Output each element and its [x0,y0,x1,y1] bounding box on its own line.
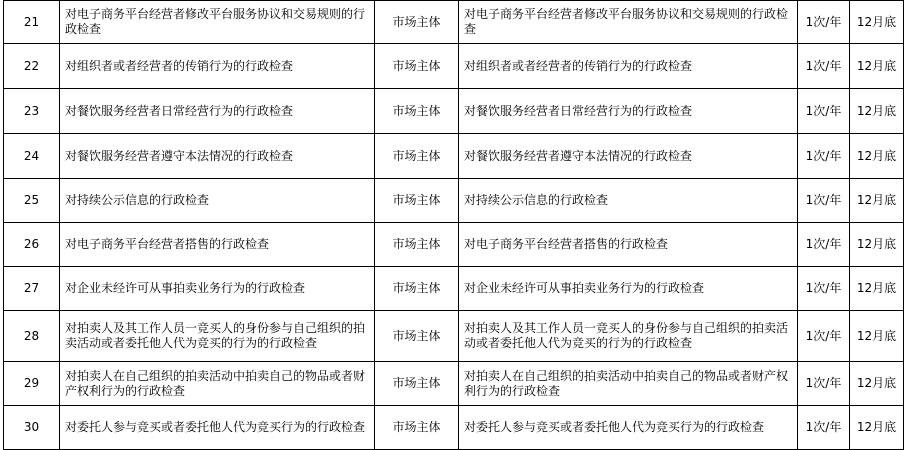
inspection-frequency: 1次/年 [798,311,850,362]
inspection-content: 对拍卖人及其工作人员一竞买人的身份参与自己组织的拍卖活动或者委托他人代为竞买的行为的行政检查 [459,311,798,362]
inspection-content: 对委托人参与竞买或者委托他人代为竞买行为的行政检查 [459,406,798,450]
inspection-subject: 市场主体 [375,44,459,89]
table-row [4,134,904,179]
table-row [4,267,904,311]
row-number: 27 [4,267,60,311]
row-number: 25 [4,179,60,223]
inspection-content: 对餐饮服务经营者日常经营行为的行政检查 [459,89,798,134]
inspection-deadline: 12月底 [850,311,904,362]
table-row [4,406,904,450]
inspection-deadline: 12月底 [850,362,904,406]
inspection-frequency: 1次/年 [798,223,850,267]
inspection-item: 对持续公示信息的行政检查 [60,179,375,223]
inspection-subject: 市场主体 [375,267,459,311]
inspection-content: 对组织者或者经营者的传销行为的行政检查 [459,44,798,89]
inspection-subject: 市场主体 [375,223,459,267]
inspection-subject: 市场主体 [375,134,459,179]
inspection-item: 对餐饮服务经营者遵守本法情况的行政检查 [60,134,375,179]
inspection-subject: 市场主体 [375,311,459,362]
inspection-frequency: 1次/年 [798,134,850,179]
inspection-frequency: 1次/年 [798,362,850,406]
inspection-frequency: 1次/年 [798,1,850,44]
table-row [4,89,904,134]
row-number: 30 [4,406,60,450]
inspection-item: 对企业未经许可从事拍卖业务行为的行政检查 [60,267,375,311]
row-number: 29 [4,362,60,406]
inspection-item: 对拍卖人及其工作人员一竞买人的身份参与自己组织的拍卖活动或者委托他人代为竞买的行为的行政检查 [60,311,375,362]
row-number: 26 [4,223,60,267]
row-number: 22 [4,44,60,89]
inspection-content: 对电子商务平台经营者搭售的行政检查 [459,223,798,267]
inspection-subject: 市场主体 [375,89,459,134]
inspection-frequency: 1次/年 [798,406,850,450]
inspection-frequency: 1次/年 [798,44,850,89]
inspection-table [3,0,904,450]
inspection-subject: 市场主体 [375,406,459,450]
inspection-frequency: 1次/年 [798,179,850,223]
inspection-deadline: 12月底 [850,44,904,89]
inspection-item: 对电子商务平台经营者搭售的行政检查 [60,223,375,267]
inspection-deadline: 12月底 [850,406,904,450]
inspection-content: 对拍卖人在自己组织的拍卖活动中拍卖自己的物品或者财产权利行为的行政检查 [459,362,798,406]
inspection-content: 对企业未经许可从事拍卖业务行为的行政检查 [459,267,798,311]
inspection-content: 对持续公示信息的行政检查 [459,179,798,223]
table-row [4,44,904,89]
inspection-item: 对电子商务平台经营者修改平台服务协议和交易规则的行政检查 [60,1,375,44]
inspection-deadline: 12月底 [850,134,904,179]
table-row [4,362,904,406]
inspection-subject: 市场主体 [375,362,459,406]
inspection-deadline: 12月底 [850,1,904,44]
table-row [4,311,904,362]
inspection-deadline: 12月底 [850,179,904,223]
inspection-content: 对电子商务平台经营者修改平台服务协议和交易规则的行政检查 [459,1,798,44]
row-number: 21 [4,1,60,44]
inspection-subject: 市场主体 [375,179,459,223]
inspection-deadline: 12月底 [850,89,904,134]
row-number: 28 [4,311,60,362]
table-row [4,1,904,44]
inspection-item: 对委托人参与竞买或者委托他人代为竞买行为的行政检查 [60,406,375,450]
table-row [4,179,904,223]
inspection-deadline: 12月底 [850,223,904,267]
inspection-deadline: 12月底 [850,267,904,311]
inspection-item: 对拍卖人在自己组织的拍卖活动中拍卖自己的物品或者财产权利行为的行政检查 [60,362,375,406]
row-number: 23 [4,89,60,134]
row-number: 24 [4,134,60,179]
inspection-content: 对餐饮服务经营者遵守本法情况的行政检查 [459,134,798,179]
inspection-item: 对组织者或者经营者的传销行为的行政检查 [60,44,375,89]
inspection-frequency: 1次/年 [798,267,850,311]
inspection-frequency: 1次/年 [798,89,850,134]
table-row [4,223,904,267]
inspection-subject: 市场主体 [375,1,459,44]
inspection-item: 对餐饮服务经营者日常经营行为的行政检查 [60,89,375,134]
table-body [4,1,904,450]
